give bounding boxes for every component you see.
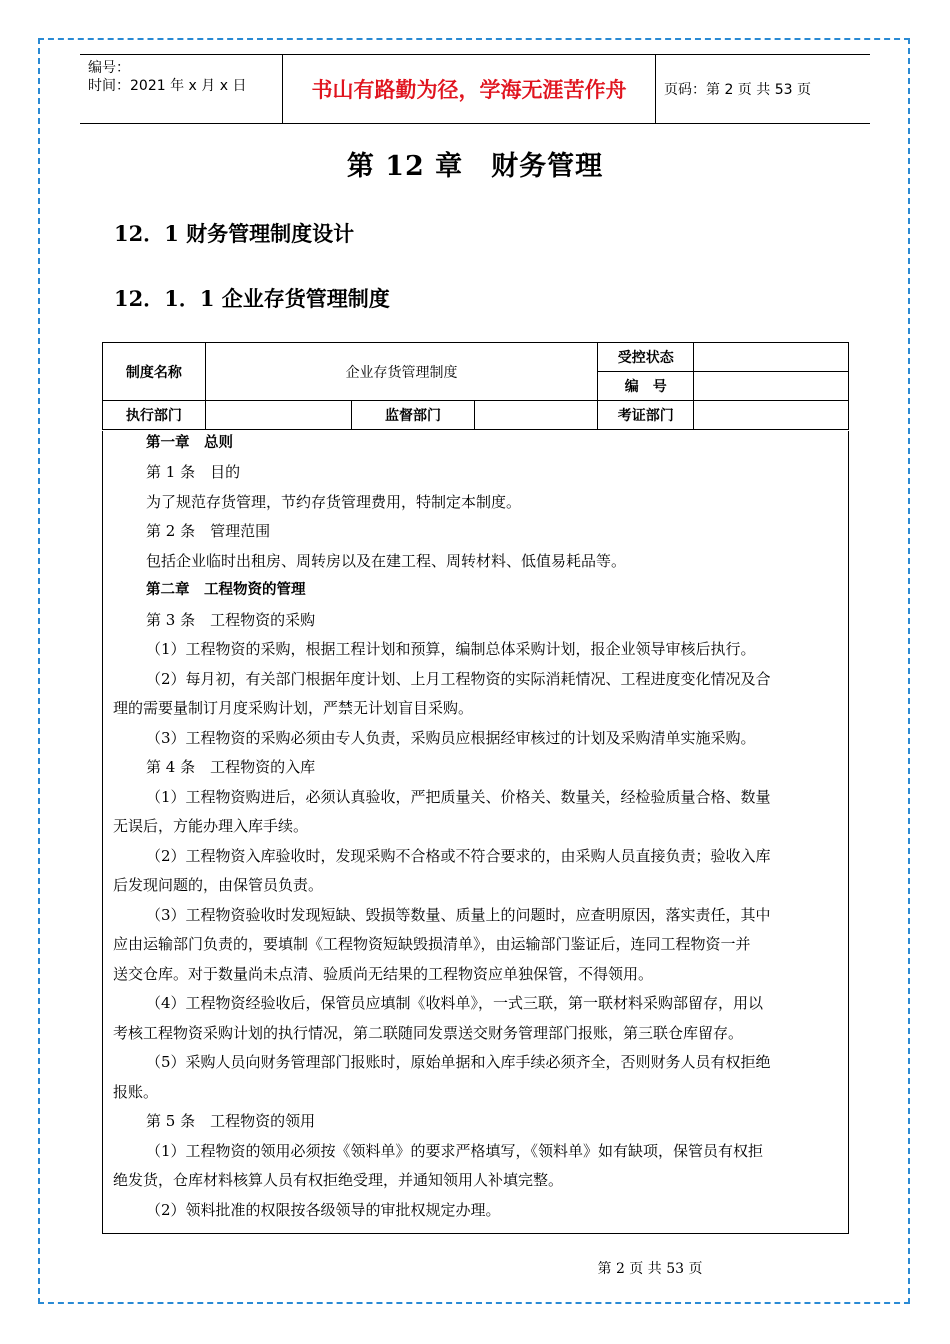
subsection-heading: 12．1．1 企业存货管理制度 <box>114 286 390 311</box>
paragraph: （3）工程物资验收时发现短缺、毁损等数量、质量上的问题时，应查明原因，落实责任，其中 <box>146 906 771 924</box>
number-label: 编号： <box>88 60 130 76</box>
header-left <box>88 59 246 95</box>
header-page-code: 页码：第 2 页 共 53 页 <box>664 82 811 98</box>
paragraph: （2）工程物资入库验收时，发现采购不合格或不符合要求的，由采购人员直接负责；验收入库 <box>146 847 771 865</box>
paragraph-continued: 绝发货，仓库材料核算人员有权拒绝受理，并通知领用人补填完整。 <box>113 1171 564 1189</box>
number-field-value <box>694 372 849 401</box>
paragraph-continued: 送交仓库。对于数量尚未点清、验质尚无结果的工程物资应单独保管，不得领用。 <box>113 965 654 983</box>
paragraph: （3）工程物资的采购必须由专人负责，采购员应根据经审核过的计划及采购清单实施采购。 <box>146 729 756 747</box>
article-heading: 第 3 条 工程物资的采购 <box>146 611 316 629</box>
article-heading: 第 2 条 管理范围 <box>146 522 271 540</box>
paragraph: （1）工程物资的采购，根据工程计划和预算，编制总体采购计划，报企业领导审核后执行。 <box>146 640 756 658</box>
paragraph-continued: 后发现问题的，由保管员负责。 <box>113 876 324 894</box>
paragraph: （5）采购人员向财务管理部门报账时，原始单据和入库手续必须齐全，否则财务人员有权拒绝 <box>146 1053 771 1071</box>
control-status-label: 受控状态 <box>598 343 694 372</box>
supervise-dept-value <box>475 401 598 430</box>
exec-dept-label: 执行部门 <box>103 401 206 430</box>
paragraph-continued: 理的需要量制订月度采购计划，严禁无计划盲目采购。 <box>113 699 474 717</box>
supervise-dept-label: 监督部门 <box>351 401 475 430</box>
policy-body <box>102 431 849 1234</box>
paragraph: （2）领料批准的权限按各级领导的审批权规定办理。 <box>146 1201 501 1219</box>
section-heading: 12．1 财务管理制度设计 <box>114 221 355 246</box>
verify-dept-label: 考证部门 <box>598 401 694 430</box>
article-heading: 第 4 条 工程物资的入库 <box>146 758 316 776</box>
policy-name-label: 制度名称 <box>103 343 206 401</box>
time-label: 时间：2021 年 x 月 x 日 <box>88 78 247 94</box>
control-status-value <box>694 343 849 372</box>
article-heading: 第 1 条 目的 <box>146 463 241 481</box>
paragraph: （1）工程物资购进后，必须认真验收，严把质量关、价格关、数量关，经检验质量合格、数量 <box>146 788 771 806</box>
article-heading: 第 5 条 工程物资的领用 <box>146 1112 316 1130</box>
chapter-one-heading: 第一章 总则 <box>146 435 233 451</box>
verify-dept-value <box>694 401 849 430</box>
paragraph-continued: 无误后，方能办理入库手续。 <box>113 817 309 835</box>
exec-dept-value <box>205 401 351 430</box>
paragraph: （1）工程物资的领用必须按《领料单》的要求严格填写，《领料单》如有缺项，保管员有权拒 <box>146 1142 764 1160</box>
policy-name-value: 企业存货管理制度 <box>205 343 597 401</box>
paragraph: 包括企业临时出租房、周转房以及在建工程、周转材料、低值易耗品等。 <box>146 552 627 570</box>
chapter-two-heading: 第二章 工程物资的管理 <box>146 582 306 598</box>
number-field-label: 编 号 <box>598 372 694 401</box>
paragraph-continued: 应由运输部门负责的，要填制《工程物资短缺毁损清单》，由运输部门鉴证后，连同工程物资一并 <box>113 935 751 953</box>
paragraph-continued: 考核工程物资采购计划的执行情况，第二联随同发票送交财务管理部门报账，第三联仓库留存。 <box>113 1024 744 1042</box>
paragraph: （4）工程物资经验收后，保管员应填制《收料单》，一式三联，第一联材料采购部留存，用以 <box>146 994 764 1012</box>
page-footer: 第 2 页 共 53 页 <box>597 1261 703 1277</box>
policy-info-table <box>102 342 849 430</box>
page-header <box>80 54 870 124</box>
paragraph: （2）每月初，有关部门根据年度计划、上月工程物资的实际消耗情况、工程进度变化情况及合 <box>146 670 771 688</box>
header-motto: 书山有路勤为径，学海无涯苦作舟 <box>282 55 656 123</box>
paragraph: 为了规范存货管理，节约存货管理费用，特制定本制度。 <box>146 493 522 511</box>
chapter-title: 第 12 章 财务管理 <box>346 151 604 182</box>
paragraph-continued: 报账。 <box>113 1083 159 1101</box>
